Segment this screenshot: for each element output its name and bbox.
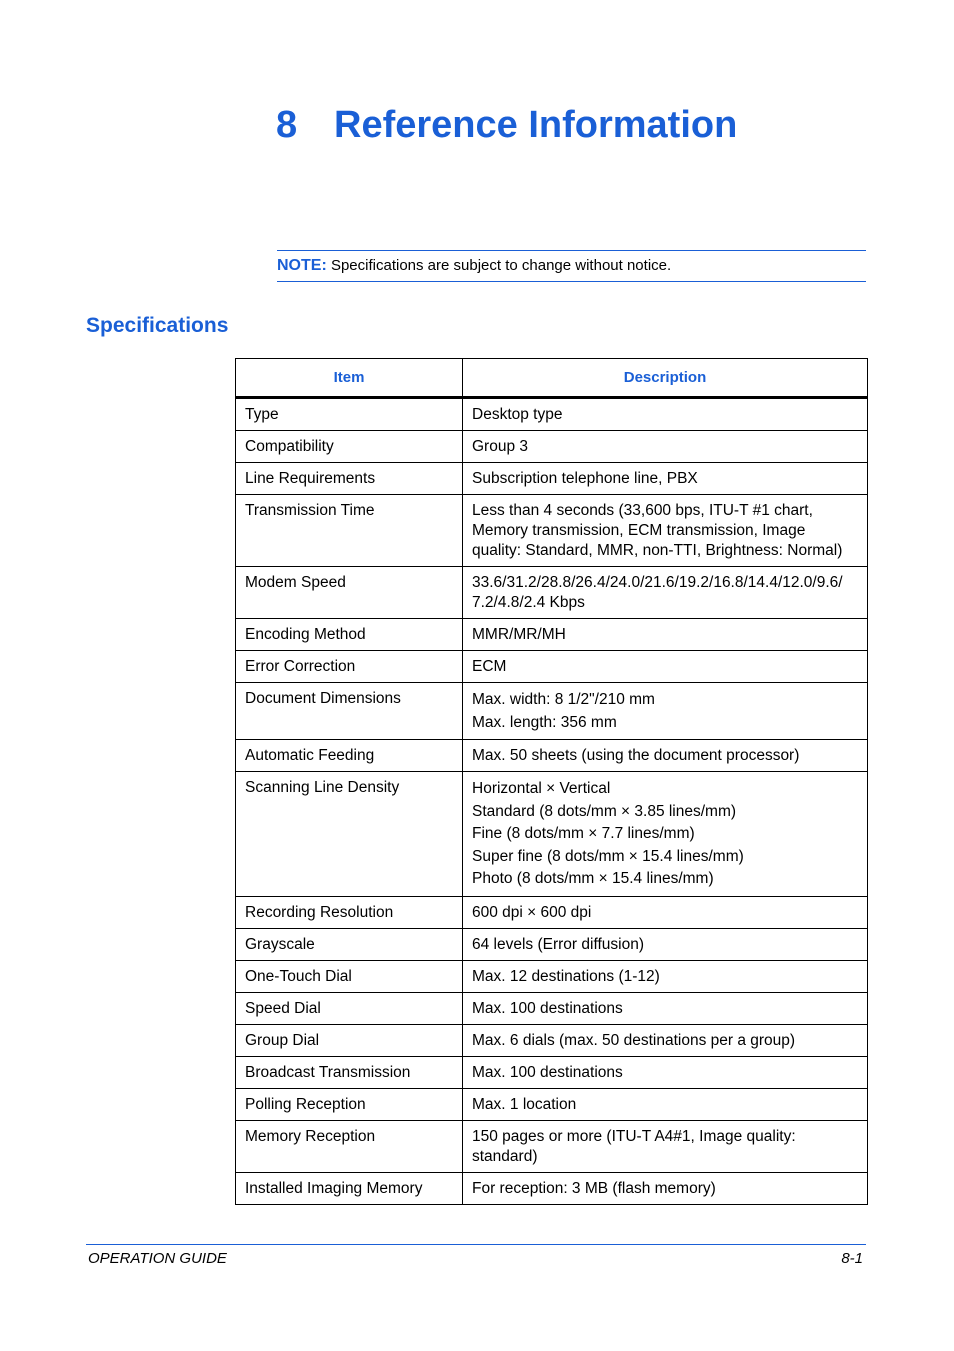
spec-item-cell: Grayscale xyxy=(236,928,463,960)
spec-item-cell: Transmission Time xyxy=(236,495,463,567)
spec-description-cell xyxy=(463,431,868,463)
table-row xyxy=(236,772,868,897)
spec-item-cell: Polling Reception xyxy=(236,1088,463,1120)
spec-item-cell: Modem Speed xyxy=(236,567,463,619)
table-row xyxy=(236,1088,868,1120)
chapter-title-text: Reference Information xyxy=(334,104,738,146)
spec-description-cell xyxy=(463,651,868,683)
table-row xyxy=(236,1120,868,1172)
note-label: NOTE: xyxy=(277,257,327,274)
table-row xyxy=(236,896,868,928)
description-line: 33.6/31.2/28.8/26.4/24.0/21.6/19.2/16.8/14.4/12.0/9.6/ xyxy=(472,574,843,591)
spec-description-cell xyxy=(463,928,868,960)
table-row xyxy=(236,740,868,772)
spec-description-cell xyxy=(463,619,868,651)
table-row xyxy=(236,651,868,683)
description-line: Less than 4 seconds (33,600 bps, ITU-T #1 chart, xyxy=(472,502,813,519)
spec-description-cell xyxy=(463,398,868,431)
table-row xyxy=(236,992,868,1024)
note-text: Specifications are subject to change without notice. xyxy=(330,257,672,274)
table-header-row xyxy=(236,359,868,398)
spec-description-cell xyxy=(463,1024,868,1056)
note-box xyxy=(277,250,866,282)
description-line: Max. 50 sheets (using the document processor) xyxy=(472,747,800,764)
page-footer xyxy=(86,1244,866,1271)
table-row xyxy=(236,463,868,495)
spec-item-cell: Memory Reception xyxy=(236,1120,463,1172)
spec-description-cell xyxy=(463,1056,868,1088)
description-line: For reception: 3 MB (flash memory) xyxy=(472,1179,716,1197)
description-line: Max. 12 destinations (1-12) xyxy=(472,967,660,985)
footer-guide-title: OPERATION GUIDE xyxy=(88,1250,227,1267)
spec-item-cell: Broadcast Transmission xyxy=(236,1056,463,1088)
spec-description-cell xyxy=(463,463,868,495)
column-header-item: Item xyxy=(236,359,463,398)
table-row xyxy=(236,495,868,567)
description-line: Max. width: 8 1/2"/210 mm xyxy=(472,691,655,708)
table-body xyxy=(236,398,868,1205)
spec-item-cell: Recording Resolution xyxy=(236,896,463,928)
table-row xyxy=(236,1024,868,1056)
spec-item-cell: Document Dimensions xyxy=(236,683,463,740)
description-line: Standard (8 dots/mm × 3.85 lines/mm) xyxy=(472,802,737,820)
spec-item-cell: Compatibility xyxy=(236,431,463,463)
spec-description-cell xyxy=(463,740,868,772)
spec-item-cell: Installed Imaging Memory xyxy=(236,1172,463,1204)
spec-description-cell xyxy=(463,567,868,619)
spec-item-cell: Line Requirements xyxy=(236,463,463,495)
description-line: 7.2/4.8/2.4 Kbps xyxy=(472,594,585,611)
spec-item-cell: Group Dial xyxy=(236,1024,463,1056)
spec-description-cell xyxy=(463,683,868,740)
spec-description-cell xyxy=(463,772,868,897)
spec-description-cell xyxy=(463,495,868,567)
description-line: Max. 100 destinations xyxy=(472,999,623,1017)
description-line: 600 dpi × 600 dpi xyxy=(472,903,592,921)
table-row xyxy=(236,960,868,992)
table-row xyxy=(236,619,868,651)
description-line: Photo (8 dots/mm × 15.4 lines/mm) xyxy=(472,870,714,887)
table-row xyxy=(236,928,868,960)
column-header-description: Description xyxy=(463,359,868,398)
description-line: Horizontal × Vertical xyxy=(472,780,611,797)
spec-item-cell: Speed Dial xyxy=(236,992,463,1024)
description-line: Max. 1 location xyxy=(472,1095,577,1113)
description-line: MMR/MR/MH xyxy=(472,626,566,643)
chapter-number: 8 xyxy=(276,104,298,146)
description-line: Memory transmission, ECM transmission, Image xyxy=(472,522,806,539)
spec-item-cell: Automatic Feeding xyxy=(236,740,463,772)
description-line: Max. 6 dials (max. 50 destinations per a group) xyxy=(472,1031,796,1049)
spec-description-cell xyxy=(463,1088,868,1120)
table-row xyxy=(236,1172,868,1204)
spec-description-cell xyxy=(463,896,868,928)
description-line: Max. 100 destinations xyxy=(472,1063,623,1081)
description-line: quality: Standard, MMR, non-TTI, Brightness: Normal) xyxy=(472,542,843,559)
spec-item-cell: Error Correction xyxy=(236,651,463,683)
description-line: Fine (8 dots/mm × 7.7 lines/mm) xyxy=(472,825,695,842)
description-line: Subscription telephone line, PBX xyxy=(472,470,698,487)
page-number: 8-1 xyxy=(841,1250,863,1267)
table-row xyxy=(236,1056,868,1088)
description-line: Group 3 xyxy=(472,438,529,455)
spec-item-cell: Scanning Line Density xyxy=(236,772,463,897)
description-line: Desktop type xyxy=(472,406,563,423)
spec-item-cell: One-Touch Dial xyxy=(236,960,463,992)
description-line: standard) xyxy=(472,1147,538,1165)
table-row xyxy=(236,431,868,463)
chapter-title xyxy=(276,104,737,147)
table-row xyxy=(236,683,868,740)
spec-description-cell xyxy=(463,992,868,1024)
description-line: ECM xyxy=(472,658,507,675)
spec-item-cell: Encoding Method xyxy=(236,619,463,651)
description-line: Max. length: 356 mm xyxy=(472,713,617,731)
section-title: Specifications xyxy=(86,314,229,337)
description-line: Super fine (8 dots/mm × 15.4 lines/mm) xyxy=(472,847,744,865)
description-line: 64 levels (Error diffusion) xyxy=(472,935,645,953)
spec-item-cell: Type xyxy=(236,398,463,431)
spec-description-cell xyxy=(463,1120,868,1172)
spec-description-cell xyxy=(463,960,868,992)
table-row xyxy=(236,567,868,619)
specifications-table xyxy=(235,358,868,1205)
description-line: 150 pages or more (ITU-T A4#1, Image quality: xyxy=(472,1127,796,1145)
table-row xyxy=(236,398,868,431)
spec-description-cell xyxy=(463,1172,868,1204)
